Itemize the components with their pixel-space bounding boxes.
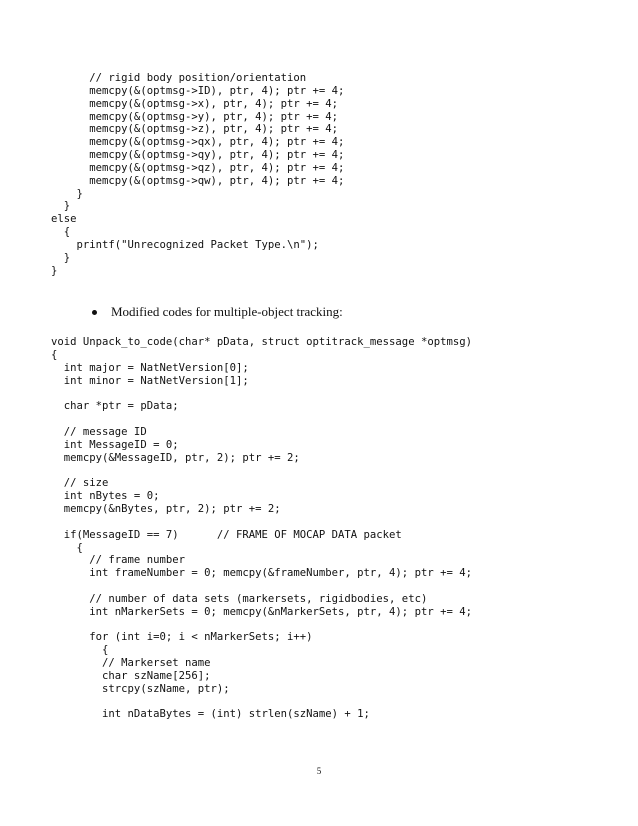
- code-line: [0, 413, 472, 426]
- code-line: memcpy(&(optmsg->qy), ptr, 4); ptr += 4;: [0, 149, 345, 162]
- code-line: {: [0, 348, 58, 361]
- code-line: int nDataBytes = (int) strlen(szName) + 1;: [0, 708, 370, 721]
- code-line: {: [0, 541, 83, 554]
- page-number: 5: [316, 766, 322, 776]
- code-line: // rigid body position/orientation: [0, 72, 307, 84]
- code-line: [0, 387, 472, 400]
- code-line: int major = NatNetVersion[0];: [0, 361, 249, 374]
- code-block-top: [0, 72, 344, 278]
- code-line: }: [0, 251, 71, 264]
- code-line: // message ID: [0, 425, 147, 438]
- code-line: for (int i=0; i < nMarkerSets; i++): [0, 631, 313, 644]
- code-line: }: [0, 200, 71, 213]
- code-line: int minor = NatNetVersion[1];: [0, 374, 249, 387]
- code-line: memcpy(&(optmsg->ID), ptr, 4); ptr += 4;: [0, 84, 345, 97]
- code-line: char *ptr = pData;: [0, 400, 179, 413]
- code-line: memcpy(&(optmsg->z), ptr, 4); ptr += 4;: [0, 123, 339, 136]
- code-line: // Markerset name: [0, 657, 211, 670]
- bullet-text: Modified codes for multiple-object tracking:: [111, 304, 343, 319]
- code-line: memcpy(&MessageID, ptr, 2); ptr += 2;: [0, 451, 300, 464]
- code-line: printf("Unrecognized Packet Type.\n");: [0, 238, 319, 251]
- code-line: int MessageID = 0;: [0, 438, 179, 451]
- code-line: // number of data sets (markersets, rigidbodies, etc): [0, 592, 428, 605]
- code-block-bottom: [0, 336, 472, 721]
- bullet-item: [92, 304, 343, 320]
- code-line: // frame number: [0, 554, 185, 567]
- code-line: [0, 464, 472, 477]
- code-line: }: [0, 264, 58, 277]
- code-line: if(MessageID == 7) // FRAME OF MOCAP DATA packet: [0, 528, 402, 541]
- code-line: // size: [0, 477, 109, 490]
- code-line: [0, 516, 472, 529]
- code-line: char szName[256];: [0, 669, 211, 682]
- code-line: int frameNumber = 0; memcpy(&frameNumber, ptr, 4); ptr += 4;: [0, 567, 472, 580]
- code-line: int nBytes = 0;: [0, 490, 160, 503]
- code-line: else: [0, 213, 77, 226]
- code-line: memcpy(&(optmsg->qx), ptr, 4); ptr += 4;: [0, 136, 345, 149]
- code-line: {: [0, 644, 109, 657]
- code-line: void Unpack_to_code(char* pData, struct optitrack_message *optmsg): [0, 336, 472, 348]
- code-line: memcpy(&(optmsg->qw), ptr, 4); ptr += 4;: [0, 174, 345, 187]
- code-line: memcpy(&nBytes, ptr, 2); ptr += 2;: [0, 502, 281, 515]
- bullet-icon: [92, 310, 97, 315]
- code-line: strcpy(szName, ptr);: [0, 682, 230, 695]
- code-line: {: [0, 226, 71, 239]
- code-line: }: [0, 187, 83, 200]
- code-line: memcpy(&(optmsg->y), ptr, 4); ptr += 4;: [0, 110, 339, 123]
- code-line: [0, 619, 472, 632]
- code-line: memcpy(&(optmsg->x), ptr, 4); ptr += 4;: [0, 97, 339, 110]
- code-line: [0, 580, 472, 593]
- code-line: memcpy(&(optmsg->qz), ptr, 4); ptr += 4;: [0, 161, 345, 174]
- code-line: int nMarkerSets = 0; memcpy(&nMarkerSets, ptr, 4); ptr += 4;: [0, 605, 472, 618]
- code-line: [0, 696, 472, 709]
